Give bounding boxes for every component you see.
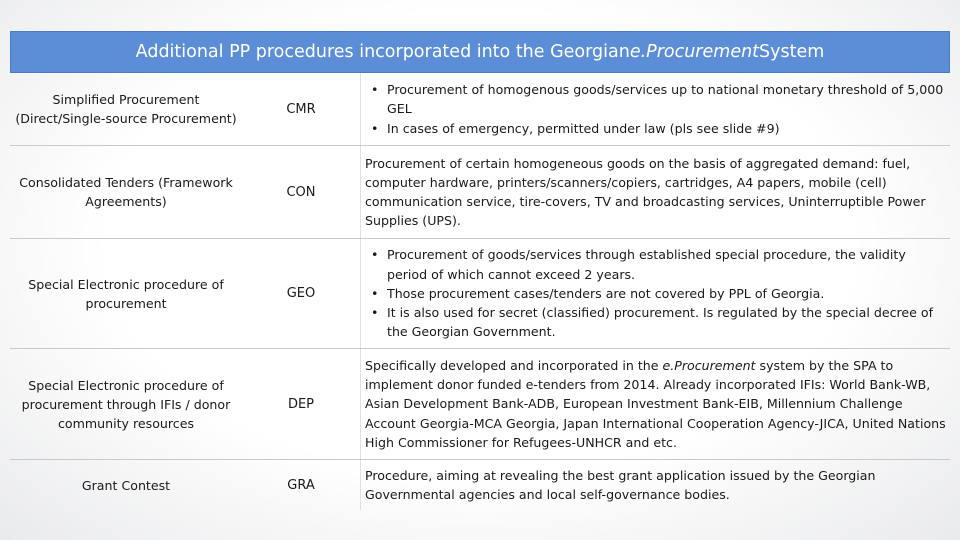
procedure-code: DEP [287, 396, 315, 412]
procedure-description [360, 73, 950, 145]
list-item: • In cases of emergency, permitted under law (pls see slide #9) [365, 119, 946, 138]
procedure-name: Grant Contest [81, 477, 171, 493]
title-text-italic: e.Procurement [629, 42, 760, 62]
procedure-name: Simplified Procurement (Direct/Single-source Procurement) [15, 92, 237, 126]
procedure-code: CMR [286, 101, 316, 117]
procedure-description [360, 146, 950, 238]
table-row-dep [10, 349, 950, 460]
bullet-list [365, 245, 946, 341]
description-text-italic: e.Procurement [662, 357, 756, 373]
table-row-geo [10, 239, 950, 349]
table-row-cmr [10, 73, 950, 146]
procedure-description [360, 239, 950, 348]
list-item: • Those procurement cases/tenders are not covered by PPL of Georgia. [365, 284, 946, 303]
title-text-end: System [759, 42, 825, 62]
procedure-name: Consolidated Tenders (Framework Agreements) [19, 175, 233, 209]
description-text-end: system by the SPA to implement donor funded e-tenders from 2014. Already incorporated IFIs: World Bank-WB, Asian Development Bank-ADB, European Investment Bank-EIB, Millennium Challenge Account Georgia-MCA Georgia, Japan International Cooperation Agency-JICA, United Nations High Commissioner for Refugees-UNHCR and etc. [365, 357, 946, 450]
description-text-start: Specifically developed and incorporated in the [365, 357, 663, 373]
page-title [10, 31, 950, 73]
procedure-description [360, 460, 950, 510]
list-item: • Procurement of homogenous goods/services up to national monetary threshold of 5,000 GEL [365, 80, 946, 118]
bullet-list [365, 80, 946, 138]
procedure-description [360, 349, 950, 459]
description-text [365, 356, 946, 452]
procedure-name: Special Electronic procedure of procurement [28, 276, 224, 311]
description-text: Procedure, aiming at revealing the best grant application issued by the Georgian Governmental agencies and local self-governance bodies. [365, 467, 876, 502]
procedure-code: GRA [287, 477, 315, 493]
procedure-name: Special Electronic procedure of procurement through IFIs / donor community resources [21, 377, 231, 431]
list-item: • Procurement of goods/services through established special procedure, the validity period of which cannot exceed 2 years. [365, 245, 946, 283]
table-row-con [10, 146, 950, 239]
title-text-start: Additional PP procedures incorporated into the Georgian [135, 42, 630, 62]
procedure-code: GEO [286, 286, 316, 301]
procedure-code: CON [286, 184, 316, 200]
description-text: Procurement of certain homogeneous goods on the basis of aggregated demand: fuel, computer hardware, printers/scanners/copiers, cartridges, A4 papers, mobile (cell) communication service, tire-covers, TV and broadcasting services, Uninterruptible Power Supplies (UPS). [365, 155, 926, 229]
list-item: • It is also used for secret (classified) procurement. Is regulated by the special decree of the Georgian Government. [365, 303, 946, 341]
procedures-table [10, 73, 950, 510]
table-row-gra [10, 460, 950, 510]
